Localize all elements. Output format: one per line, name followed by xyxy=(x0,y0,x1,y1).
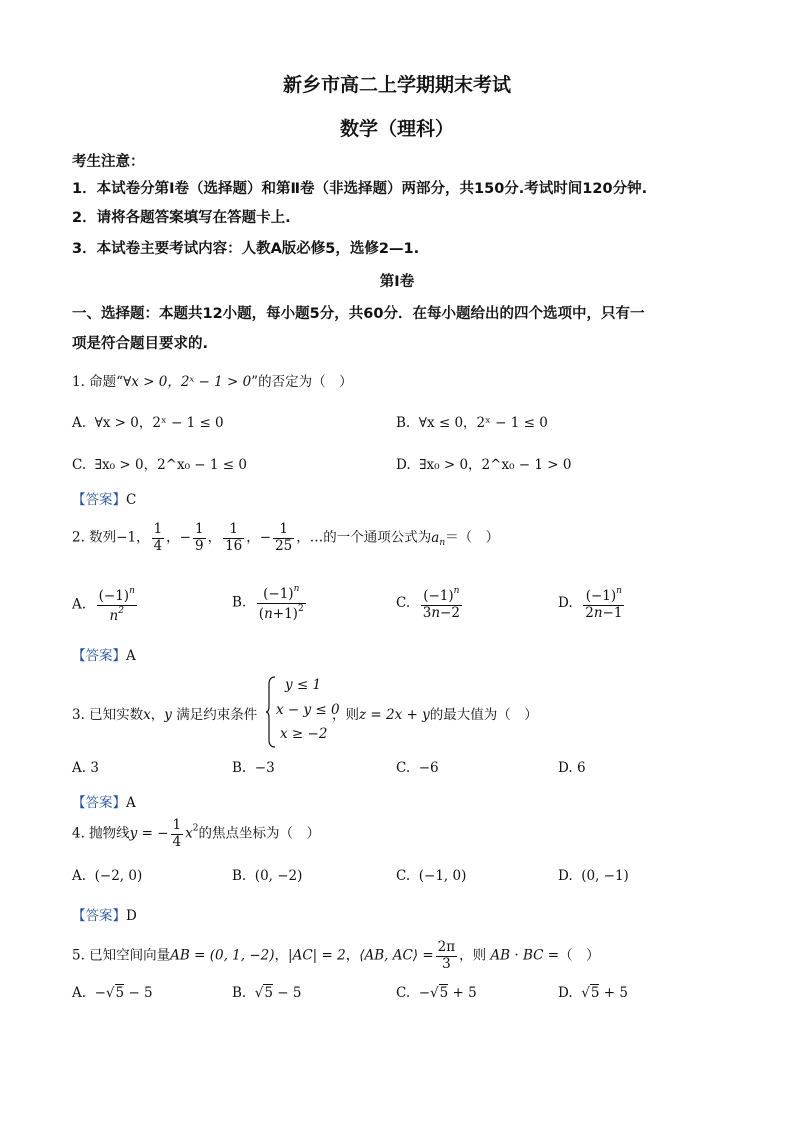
question-1-option-a: A. ∀x > 0，2ˣ − 1 ≤ 0 xyxy=(72,415,224,431)
question-2-option-b: B. $\frac{(-1)^n}{(n+1)^2}$ xyxy=(232,584,304,622)
question-5-option-c: C. −√5 + 5 xyxy=(396,985,477,1001)
question-4-stem: 4. 抛物线y = − $\frac{1}{4}$ $x^2$的焦点坐标为（ ） xyxy=(72,817,320,850)
question-4-option-d: D. (0, −1) xyxy=(558,868,629,884)
notice-item-1: 1．本试卷分第Ⅰ卷（选择题）和第Ⅱ卷（非选择题）两部分，共150分.考试时间120分钟. xyxy=(72,181,648,197)
notice-heading: 考生注意： xyxy=(72,154,145,170)
question-3-stem-lead: 3. 已知实数x，y 满足约束条件 xyxy=(72,707,258,723)
notice-item-2: 2．请将各题答案填写在答题卡上. xyxy=(72,210,291,226)
question-5-stem: 5. 已知空间向量AB = (0, 1, −2)，|AC| = 2，⟨AB, AC⟩ = $\frac{2\pi}{3}$ ，则 AB · BC =（ ） xyxy=(72,939,600,972)
constraint-1: y ≤ 1 xyxy=(285,677,322,693)
section-instructions-line1: 一、选择题：本题共12小题，每小题5分，共60分．在每小题给出的四个选项中，只有一 xyxy=(72,306,645,322)
question-1-option-d: D. ∃x₀ > 0，2^x₀ − 1 > 0 xyxy=(396,457,572,473)
constraint-brace xyxy=(266,676,276,748)
question-4-option-b: B. (0, −2) xyxy=(232,868,303,884)
question-4-answer: 【答案】D xyxy=(72,908,137,924)
question-3-stem-tail: ，则z = 2x + y的最大值为（ ） xyxy=(332,707,538,723)
notice-item-3: 3．本试卷主要考试内容：人教A版必修5，选修2—1. xyxy=(72,241,420,257)
question-3-option-d: D. 6 xyxy=(558,760,586,776)
question-3-answer: 【答案】A xyxy=(72,795,136,811)
section-instructions-line2: 项是符合题目要求的. xyxy=(72,336,209,352)
question-2-stem: 2. 数列−1， $\frac{1}{4}$ ，− $\frac{1}{9}$ ， $\frac{1}{16}$ ，− $\frac{1}{25}$ ，…的一个通项公式为$a_n=$（ ） xyxy=(72,521,500,554)
question-1-option-c: C. ∃x₀ > 0，2^x₀ − 1 ≤ 0 xyxy=(72,457,247,473)
question-5-option-b: B. √5 − 5 xyxy=(232,985,302,1001)
question-5-option-a: A. −√5 − 5 xyxy=(72,985,153,1001)
constraint-2: x − y ≤ 0 xyxy=(276,702,340,718)
question-2-option-a: A. $\frac{(-1)^n}{n^2}$ xyxy=(72,586,135,624)
exam-title: 新乡市高二上学期期末考试 xyxy=(282,74,511,96)
question-4-option-c: C. (−1, 0) xyxy=(396,868,467,884)
question-3-option-b: B. −3 xyxy=(232,760,275,776)
exam-subtitle: 数学（理科） xyxy=(339,118,454,140)
question-1-option-b: B. ∀x ≤ 0，2ˣ − 1 ≤ 0 xyxy=(396,415,548,431)
question-2-option-d: D. $\frac{(-1)^n}{2n-1}$ xyxy=(558,586,623,621)
question-3-option-a: A. 3 xyxy=(72,760,99,776)
question-1-stem: 1. 命题“∀x > 0，2ˣ − 1 > 0”的否定为（ ） xyxy=(72,374,353,390)
part-label: 第Ⅰ卷 xyxy=(379,274,415,290)
question-2-answer: 【答案】A xyxy=(72,648,136,664)
question-3-option-c: C. −6 xyxy=(396,760,439,776)
question-5-option-d: D. √5 + 5 xyxy=(558,985,628,1001)
question-2-option-c: C. $\frac{(-1)^n}{3n-2}$ xyxy=(396,586,460,621)
question-4-option-a: A. (−2, 0) xyxy=(72,868,143,884)
constraint-3: x ≥ −2 xyxy=(280,726,328,742)
question-1-answer: 【答案】C xyxy=(72,492,137,508)
